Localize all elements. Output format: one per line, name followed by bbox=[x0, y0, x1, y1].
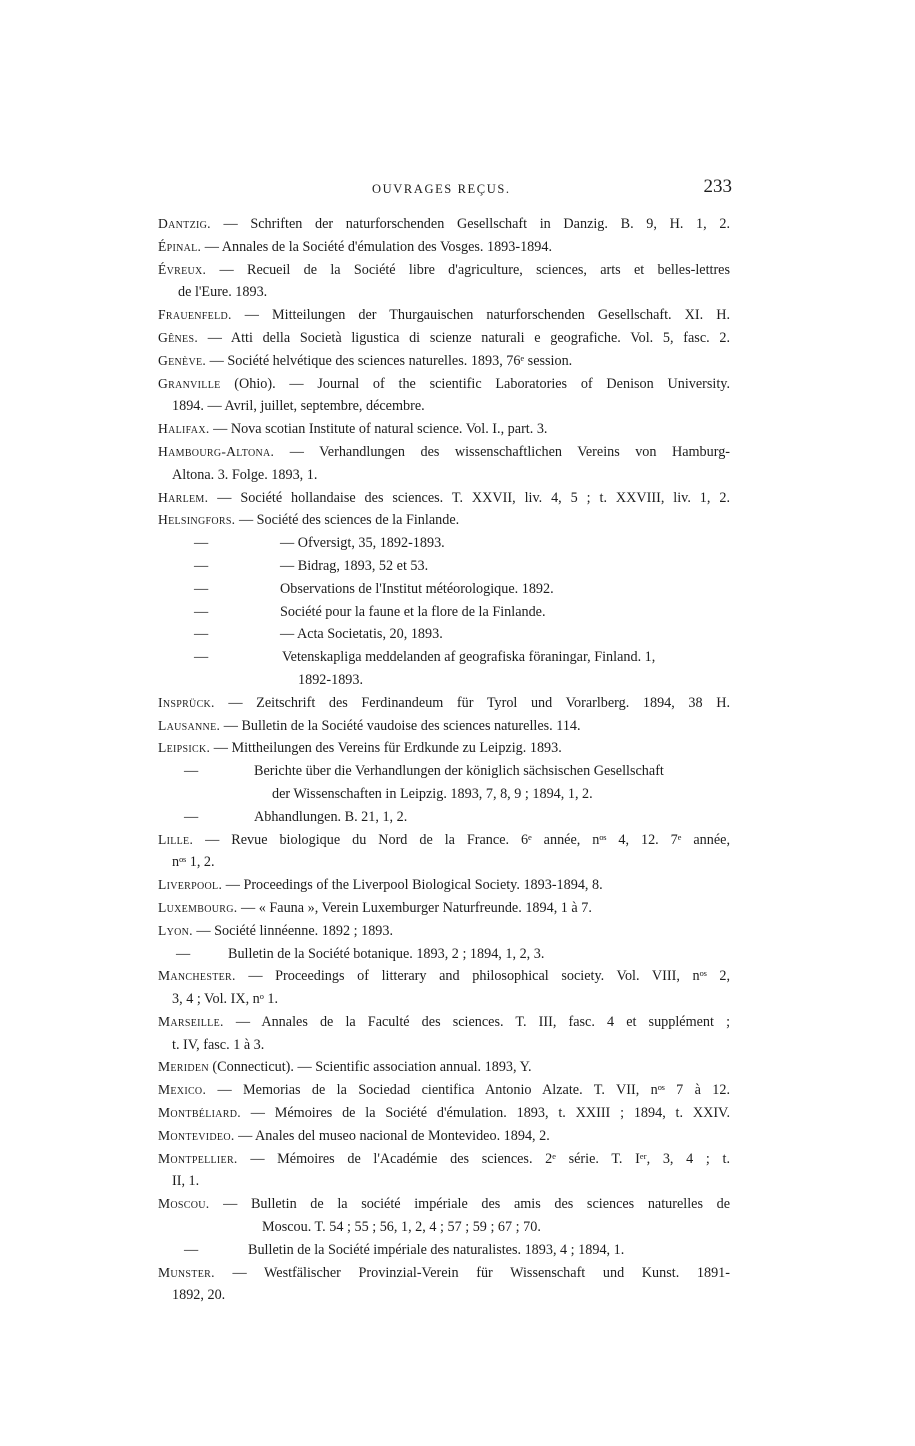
entry-text: — Société helvétique des sciences naturelles. 1893, 76ᵉ session. bbox=[209, 352, 573, 369]
entry-text: (Ohio). — Journal of the scientific Laboratories of Denison University. bbox=[234, 375, 730, 392]
entry-text: — Annales de la Société d'émulation des Vosges. 1893-1894. bbox=[204, 238, 553, 255]
entry-text: — Zeitschrift des Ferdinandeum für Tyrol und Vorarlberg. 1894, 38 H. bbox=[228, 694, 730, 711]
entry-text: — Verhandlungen des wissenschaftlichen Vereins von Hamburg- bbox=[289, 443, 730, 460]
list-item bbox=[158, 350, 730, 373]
entry-continuation: der Wissenschaften in Leipzig. 1893, 7, 8, 9 ; 1894, 1, 2. bbox=[272, 785, 593, 802]
place-name: Liverpool. bbox=[158, 877, 223, 893]
list-item bbox=[158, 1079, 730, 1102]
sub-list-item bbox=[158, 532, 730, 555]
list-item bbox=[158, 1056, 730, 1079]
sub-list-item bbox=[158, 806, 730, 829]
list-item bbox=[158, 304, 730, 327]
list-item bbox=[158, 1193, 730, 1239]
list-item bbox=[158, 1011, 730, 1057]
list-item bbox=[158, 829, 730, 875]
entry-continuation: Altona. 3. Folge. 1893, 1. bbox=[172, 466, 318, 483]
entry-text: — Mémoires de l'Académie des sciences. 2ᵉ série. T. Iᵉʳ, 3, 4 ; t. bbox=[250, 1150, 730, 1167]
entry-continuation: 1892, 20. bbox=[172, 1287, 226, 1304]
entry-text: Observations de l'Institut météorologique. 1892. bbox=[280, 580, 554, 597]
place-name: Munster. bbox=[158, 1264, 215, 1280]
list-item bbox=[158, 327, 730, 350]
place-name: Granville bbox=[158, 375, 221, 391]
place-name: Luxembourg. bbox=[158, 899, 238, 915]
list-item bbox=[158, 236, 730, 259]
list-item bbox=[158, 920, 730, 943]
place-name: Halifax. bbox=[158, 421, 210, 437]
entry-text: — Mitteilungen der Thurgauischen naturforschenden Gesellschaft. XI. H. bbox=[244, 307, 730, 324]
entry-text: — Société linnéenne. 1892 ; 1893. bbox=[196, 922, 394, 939]
entry-text: — « Fauna », Verein Luxemburger Naturfreunde. 1894, 1 à 7. bbox=[241, 899, 592, 916]
sub-list-item bbox=[158, 646, 730, 692]
place-name: Manchester. bbox=[158, 968, 236, 984]
place-name: Leipsick. bbox=[158, 740, 211, 756]
entry-text: — Nova scotian Institute of natural science. Vol. I., part. 3. bbox=[213, 421, 548, 438]
entry-text: — Atti della Società ligustica di scienze naturali e geografiche. Vol. 5, fasc. 2. bbox=[207, 329, 730, 346]
list-item bbox=[158, 373, 730, 419]
place-name: Hambourg-Altona. bbox=[158, 443, 275, 459]
place-name: Meriden bbox=[158, 1059, 209, 1075]
place-name: Lille. bbox=[158, 831, 194, 847]
list-item bbox=[158, 213, 730, 236]
place-name: Lyon. bbox=[158, 922, 193, 938]
entry-text: — Memorias de la Sociedad cientifica Antonio Alzate. T. VII, nᵒˢ 7 à 12. bbox=[217, 1082, 730, 1099]
entry-text: — Anales del museo nacional de Montevideo. 1894, 2. bbox=[238, 1127, 550, 1144]
place-name: Mexico. bbox=[158, 1082, 207, 1098]
entry-text: Bulletin de la Société botanique. 1893, 2 ; 1894, 1, 2, 3. bbox=[228, 945, 545, 962]
list-item bbox=[158, 418, 730, 441]
list-item bbox=[158, 715, 730, 738]
sub-list-item bbox=[158, 1239, 730, 1262]
list-item bbox=[158, 1262, 730, 1308]
list-item bbox=[158, 1125, 730, 1148]
entry-text: Bulletin de la Société impériale des naturalistes. 1893, 4 ; 1894, 1. bbox=[248, 1241, 625, 1258]
list-item bbox=[158, 874, 730, 897]
entry-text: — Ofversigt, 35, 1892-1893. bbox=[280, 535, 445, 552]
place-name: Lausanne. bbox=[158, 717, 221, 733]
entry-continuation: nᵒˢ 1, 2. bbox=[172, 854, 215, 871]
sub-list-item bbox=[158, 601, 730, 624]
place-name: Montevideo. bbox=[158, 1127, 235, 1143]
list-item bbox=[158, 1102, 730, 1125]
entry-text: — Acta Societatis, 20, 1893. bbox=[280, 626, 443, 643]
place-name: Frauenfeld. bbox=[158, 307, 232, 323]
place-name: Helsingfors. bbox=[158, 512, 236, 528]
ditto-dash: — bbox=[194, 603, 209, 620]
entry-text: Société pour la faune et la flore de la Finlande. bbox=[280, 603, 546, 620]
entry-continuation: 1892-1893. bbox=[298, 671, 364, 688]
received-works-list bbox=[158, 213, 730, 1307]
entry-text: (Connecticut). — Scientific association annual. 1893, Y. bbox=[212, 1059, 532, 1076]
entry-continuation: 1894. — Avril, juillet, septembre, décembre. bbox=[172, 398, 425, 415]
entry-continuation: Moscou. T. 54 ; 55 ; 56, 1, 2, 4 ; 57 ; 59 ; 67 ; 70. bbox=[262, 1219, 541, 1236]
list-item bbox=[158, 965, 730, 1011]
list-item bbox=[158, 1148, 730, 1194]
list-item bbox=[158, 487, 730, 510]
entry-continuation: 3, 4 ; Vol. IX, nᵒ 1. bbox=[172, 991, 279, 1008]
entry-continuation: de l'Eure. 1893. bbox=[178, 284, 268, 301]
page-header bbox=[372, 176, 732, 206]
sub-list-item bbox=[158, 555, 730, 578]
sub-list-item bbox=[158, 623, 730, 646]
ditto-dash: — bbox=[176, 945, 191, 962]
page-number: 233 bbox=[703, 176, 732, 197]
entry-continuation: II, 1. bbox=[172, 1173, 200, 1190]
place-name: Montbéliard. bbox=[158, 1105, 241, 1121]
list-item bbox=[158, 441, 730, 487]
place-name: Genève. bbox=[158, 352, 207, 368]
ditto-dash: — bbox=[194, 626, 209, 643]
ditto-dash: — bbox=[194, 557, 209, 574]
ditto-dash: — bbox=[194, 535, 209, 552]
list-item bbox=[158, 509, 730, 532]
entry-text: — Mémoires de la Société d'émulation. 1893, t. XXIII ; 1894, t. XXIV. bbox=[250, 1105, 730, 1122]
place-name: Marseille. bbox=[158, 1013, 224, 1029]
list-item bbox=[158, 692, 730, 715]
list-item bbox=[158, 259, 730, 305]
entry-text: — Bidrag, 1893, 52 et 53. bbox=[280, 557, 429, 574]
entry-text: — Bulletin de la Société vaudoise des sciences naturelles. 114. bbox=[223, 717, 581, 734]
running-title: OUVRAGES REÇUS. bbox=[372, 182, 511, 196]
sub-list-item bbox=[158, 943, 730, 966]
ditto-dash: — bbox=[194, 649, 209, 666]
ditto-dash: — bbox=[194, 580, 209, 597]
entry-text: — Société hollandaise des sciences. T. XXVII, liv. 4, 5 ; t. XXVIII, liv. 1, 2. bbox=[217, 489, 730, 506]
ditto-dash: — bbox=[184, 1241, 199, 1258]
entry-text: — Schriften der naturforschenden Gesellschaft in Danzig. B. 9, H. 1, 2. bbox=[223, 216, 730, 232]
place-name: Montpellier. bbox=[158, 1150, 238, 1166]
entry-text: Berichte über die Verhandlungen der königlich sächsischen Gesellschaft bbox=[254, 763, 664, 780]
place-name: Insprück. bbox=[158, 694, 215, 710]
sub-list-item bbox=[158, 578, 730, 601]
list-item bbox=[158, 897, 730, 920]
entry-text: — Proceedings of the Liverpool Biological Society. 1893-1894, 8. bbox=[225, 877, 603, 894]
place-name: Harlem. bbox=[158, 489, 209, 505]
place-name: Moscou. bbox=[158, 1196, 210, 1212]
entry-text: — Revue biologique du Nord de la France. 6ᵉ année, nᵒˢ 4, 12. 7ᵉ année, bbox=[205, 831, 730, 848]
entry-continuation: t. IV, fasc. 1 à 3. bbox=[172, 1036, 265, 1053]
entry-text: Vetenskapliga meddelanden af geografiska föraningar, Finland. 1, bbox=[282, 649, 656, 666]
entry-text: — Bulletin de la société impériale des amis des sciences naturelles de bbox=[223, 1196, 730, 1213]
place-name: Gênes. bbox=[158, 329, 199, 345]
ditto-dash: — bbox=[184, 808, 199, 825]
ditto-dash: — bbox=[184, 763, 199, 780]
place-name: Évreux. bbox=[158, 261, 207, 277]
entry-text: — Mittheilungen des Vereins für Erdkunde zu Leipzig. 1893. bbox=[213, 740, 562, 757]
sub-list-item bbox=[158, 760, 730, 806]
place-name: Épinal. bbox=[158, 238, 202, 254]
entry-text: Abhandlungen. B. 21, 1, 2. bbox=[254, 808, 408, 825]
entry-text: — Société des sciences de la Finlande. bbox=[238, 512, 460, 529]
entry-text: — Proceedings of litterary and philosophical society. Vol. VIII, nᵒˢ 2, bbox=[248, 968, 730, 985]
entry-text: — Annales de la Faculté des sciences. T. III, fasc. 4 et supplément ; bbox=[235, 1013, 730, 1030]
entry-text: — Westfälischer Provinzial-Verein für Wissenschaft und Kunst. 1891- bbox=[232, 1264, 730, 1281]
entry-text: — Recueil de la Société libre d'agriculture, sciences, arts et belles-lettres bbox=[219, 261, 730, 278]
place-name: Dantzig. bbox=[158, 216, 211, 231]
list-item bbox=[158, 737, 730, 760]
